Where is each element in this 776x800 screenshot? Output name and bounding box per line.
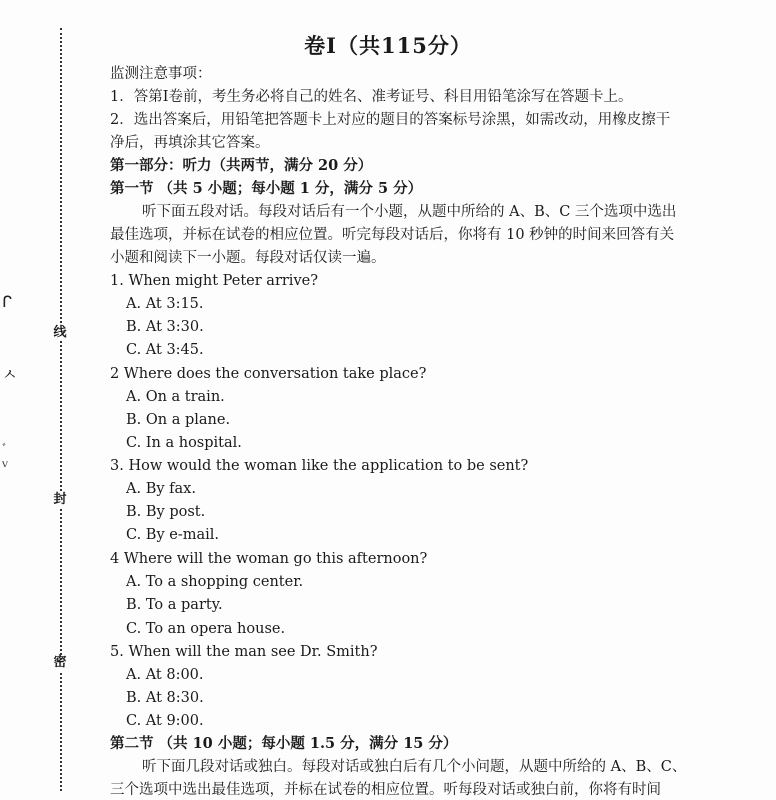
- instruction-line: 小题和阅读下一小题。每段对话仅读一遍。: [110, 250, 386, 266]
- notice-line: 1．答第Ⅰ卷前，考生务必将自己的姓名、准考证号、科目用铅笔涂写在答题卡上。: [110, 89, 633, 105]
- edge-scan-mark: ᒋ: [2, 292, 13, 311]
- question-text: 2 Where does the conversation take place?: [110, 366, 427, 382]
- instruction-line: 最佳选项，并标在试卷的相应位置。听完每段对话后，你将有 10 秒钟的时间来回答有关: [110, 227, 675, 243]
- answer-option: A. To a shopping center.: [126, 574, 304, 590]
- notice-heading: 监测注意事项：: [110, 66, 212, 82]
- question-text: 3. How would the woman like the application to be sent?: [110, 458, 529, 474]
- instruction-line: 听下面几段对话或独白。每段对话或独白后有几个小问题，从题中所给的 A、B、C、: [142, 759, 687, 775]
- answer-option: B. At 3:30.: [126, 319, 204, 335]
- answer-option: A. At 3:15.: [126, 296, 204, 312]
- page-title: 卷Ⅰ（共115分）: [304, 33, 472, 58]
- answer-option: B. By post.: [126, 504, 206, 520]
- answer-option: C. At 9:00.: [126, 713, 204, 729]
- answer-option: B. At 8:30.: [126, 690, 204, 706]
- answer-option: A. On a train.: [126, 389, 225, 405]
- answer-option: A. At 8:00.: [126, 667, 204, 683]
- instruction-line: 三个选项中选出最佳选项，并标在试卷的相应位置。听每段对话或独白前，你将有时间: [110, 782, 661, 798]
- question-text: 4 Where will the woman go this afternoon?: [110, 551, 428, 567]
- binding-dotted-line: [60, 28, 62, 791]
- edge-scan-mark: ㅅ: [2, 365, 18, 384]
- edge-scan-mark: ﾞ: [2, 442, 9, 456]
- notice-line: 2．选出答案后，用铅笔把答题卡上对应的题目的答案标号涂黑，如需改动，用橡皮擦干: [110, 112, 671, 128]
- section-heading: 第二节 （共 10 小题；每小题 1.5 分，满分 15 分）: [110, 735, 458, 752]
- margin-label-line: 线: [53, 325, 67, 340]
- answer-option: C. By e-mail.: [126, 527, 220, 543]
- answer-option: A. By fax.: [126, 481, 196, 497]
- question-text: 5. When will the man see Dr. Smith?: [110, 644, 378, 660]
- answer-option: C. In a hospital.: [126, 435, 242, 451]
- instruction-line: 听下面五段对话。每段对话后有一个小题，从题中所给的 A、B、C 三个选项中选出: [142, 204, 677, 220]
- answer-option: B. To a party.: [126, 597, 223, 613]
- answer-option: B. On a plane.: [126, 412, 231, 428]
- margin-label-close: 密: [53, 655, 67, 670]
- answer-option: C. To an opera house.: [126, 621, 286, 637]
- margin-label-seal: 封: [53, 492, 67, 507]
- question-text: 1. When might Peter arrive?: [110, 273, 318, 289]
- answer-option: C. At 3:45.: [126, 342, 204, 358]
- edge-scan-mark: ⱽ: [2, 460, 8, 475]
- part-heading: 第一部分：听力（共两节，满分 20 分）: [110, 157, 373, 174]
- notice-line: 净后，再填涂其它答案。: [110, 135, 270, 151]
- section-heading: 第一节 （共 5 小题；每小题 1 分，满分 5 分）: [110, 180, 423, 197]
